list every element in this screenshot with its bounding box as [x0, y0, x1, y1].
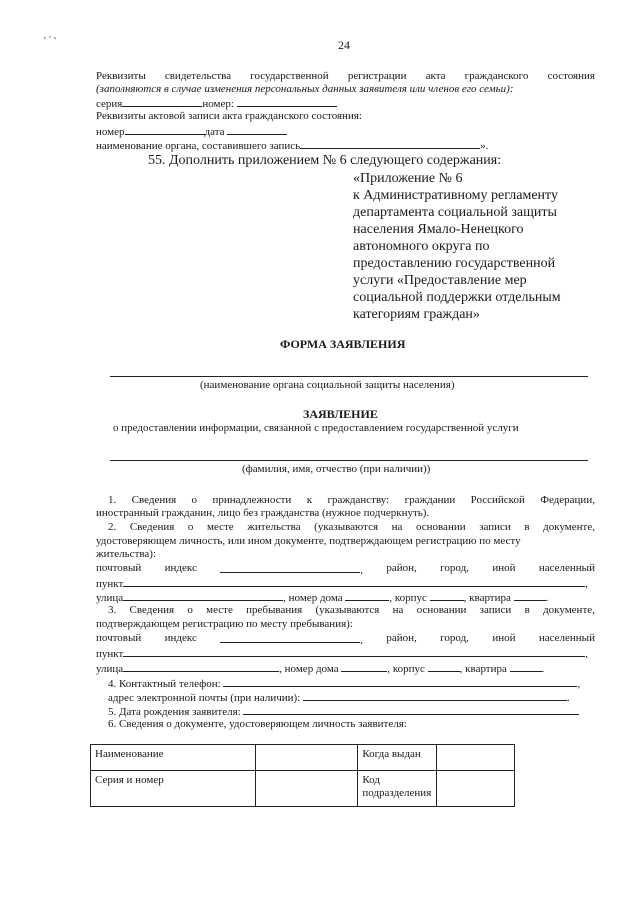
series-label: серия: [96, 98, 123, 110]
organ-field[interactable]: [300, 138, 480, 149]
street-field[interactable]: [123, 661, 279, 672]
phone-row: 4. Контактный телефон: ,: [108, 678, 581, 690]
section-1-b: иностранный гражданин, лицо без гражданства (нужное подчеркнуть).: [96, 507, 430, 519]
birthdate-label: 5. Дата рождения заявителя:: [108, 706, 241, 718]
street-label: улица: [96, 663, 124, 675]
appendix-line: автономного округа по: [353, 239, 490, 254]
top-line-1: [96, 70, 595, 83]
form-heading: ФОРМА ЗАЯВЛЕНИЯ: [280, 337, 406, 351]
email-row: адрес электронной почты (при наличии): .: [108, 692, 570, 704]
section-2-a-text: 2. Сведения о месте жительства (указываются на основании записи в документе,: [108, 521, 595, 533]
punkt-field[interactable]: [123, 646, 585, 657]
address-row-2-words: [96, 632, 595, 647]
address-row-1: [96, 562, 595, 577]
apartment-field[interactable]: [510, 661, 542, 672]
date-label: дата: [204, 126, 225, 138]
korpus-label: , корпус: [387, 663, 425, 675]
city-word: город,: [440, 632, 469, 644]
section-1-a-text: 1. Сведения о принадлежности к гражданству: граждании Российской Федерации,: [108, 494, 595, 506]
punkt-label: пункт: [96, 648, 124, 660]
appendix-block: [353, 170, 561, 323]
address-row-1-words: [96, 562, 595, 577]
birthdate-row: [108, 704, 579, 719]
house-label: , номер дома: [279, 663, 339, 675]
city-word: город,: [440, 562, 469, 574]
organ-label: наименование органа, составившего запись: [96, 140, 301, 152]
table-cell[interactable]: [256, 745, 358, 771]
series-field[interactable]: [122, 96, 202, 107]
appendix-title: «Приложение № 6: [353, 171, 463, 186]
appendix-line: услуги «Предоставление мер: [353, 273, 527, 288]
postal-label: почтовый: [96, 562, 142, 574]
house-field[interactable]: [341, 661, 387, 672]
other-word: иной: [492, 632, 516, 644]
section-6: 6. Сведения о документе, удостоверяющем личность заявителя:: [108, 718, 407, 730]
house-label: , номер дома: [283, 592, 343, 604]
statement-title: ЗАЯВЛЕНИЕ: [303, 407, 378, 421]
street-row: улица , номер дома , корпус , квартира .: [96, 592, 549, 604]
apartment-field[interactable]: [514, 590, 546, 601]
appendix-line: к Административному регламенту: [353, 188, 558, 203]
index-field[interactable]: [220, 562, 360, 573]
index-field-wrap: ,: [220, 562, 363, 577]
index-label: индекс: [164, 632, 197, 644]
apartment-label: , квартира: [463, 592, 511, 604]
appendix-line: категориям граждан»: [353, 307, 480, 322]
street-row: улица , номер дома , корпус , квартира .: [96, 663, 545, 675]
id-document-table: [90, 744, 515, 807]
statement-subtitle: о предоставлении информации, связанной с предоставлением государственной услуги: [113, 422, 519, 434]
fio-caption: (фамилия, имя, отчество (при наличии)): [242, 463, 431, 475]
email-label: адрес электронной почты (при наличии):: [108, 692, 301, 704]
organ-caption: (наименование органа социальной защиты населения): [200, 379, 455, 391]
number-label: номер:: [202, 98, 234, 110]
appendix-line: социальной поддержки отдельным: [353, 290, 561, 305]
index-field-wrap: ,: [220, 632, 363, 647]
table-cell: Наименование: [91, 745, 256, 771]
table-cell: Когда выдан: [358, 745, 437, 771]
appendix-line: департамента социальной защиты: [353, 205, 557, 220]
street-label: улица: [96, 592, 124, 604]
item-55: 55. Дополнить приложением № 6 следующего содержания:: [148, 153, 502, 168]
punkt-row: пункт ,: [96, 578, 589, 590]
table-cell: Серия и номер: [91, 771, 256, 807]
settlement-word: населенный: [538, 562, 595, 574]
district-word: район,: [386, 632, 417, 644]
page-number: 24: [338, 38, 350, 52]
date-field[interactable]: [227, 124, 287, 135]
section-2-b: удостоверяющем личность, или ином документе, подтверждающем регистрацию по месту: [96, 535, 521, 547]
korpus-field[interactable]: [428, 661, 460, 672]
punkt-field[interactable]: [123, 576, 585, 587]
top-line-2: (заполняются в случае изменения персональных данных заявителя или членов его семьи):: [96, 83, 514, 95]
number-date-row: [96, 124, 287, 139]
street-field[interactable]: [123, 590, 283, 601]
birthdate-field[interactable]: [243, 704, 579, 715]
top-line-1-text: Реквизиты свидетельства государственной регистрации акта гражданского состояния: [96, 70, 595, 82]
number2-field[interactable]: [125, 124, 205, 135]
section-2-c: жительства):: [96, 548, 157, 560]
organ-row: [96, 138, 488, 153]
punkt-label: пункт: [96, 578, 124, 590]
section-3-b: подтверждающем регистрацию по месту пребывания):: [96, 618, 353, 630]
series-number-row: [96, 96, 337, 111]
section-2-a: [108, 521, 595, 534]
apartment-label: , квартира: [459, 663, 507, 675]
phone-field[interactable]: [223, 676, 577, 687]
number2-label: номер: [96, 126, 125, 138]
section-3-a-text: 3. Сведения о месте пребывания (указываются на основании записи в документе,: [108, 604, 595, 616]
email-field[interactable]: [303, 690, 567, 701]
house-field[interactable]: [345, 590, 389, 601]
fio-line[interactable]: [110, 460, 588, 461]
organ-name-line[interactable]: [110, 376, 588, 377]
table-row: [91, 771, 515, 807]
table-cell[interactable]: [256, 771, 358, 807]
appendix-line: предоставлению государственной: [353, 256, 556, 271]
postal-label: почтовый: [96, 632, 142, 644]
district-word: район,: [386, 562, 417, 574]
address-row-2: [96, 632, 595, 647]
phone-label: 4. Контактный телефон:: [108, 678, 221, 690]
act-record-label: Реквизиты актовой записи акта гражданского состояния:: [96, 110, 362, 122]
settlement-word: населенный: [538, 632, 595, 644]
other-word: иной: [492, 562, 516, 574]
organ-end: ».: [480, 140, 489, 152]
table-row: [91, 745, 515, 771]
table-cell[interactable]: [437, 745, 515, 771]
punkt-row: пункт ,: [96, 648, 589, 660]
table-cell: Код подразделения: [358, 771, 437, 807]
section-1-a: [108, 494, 595, 507]
korpus-field[interactable]: [430, 590, 464, 601]
appendix-line: населения Ямало-Ненецкого: [353, 222, 524, 237]
index-label: индекс: [164, 562, 197, 574]
index-field[interactable]: [220, 632, 360, 643]
number-field[interactable]: [237, 96, 337, 107]
table-cell[interactable]: [437, 771, 515, 807]
scan-marks: ' ` ': [44, 36, 56, 47]
section-3-a: [108, 604, 595, 617]
korpus-label: , корпус: [389, 592, 427, 604]
